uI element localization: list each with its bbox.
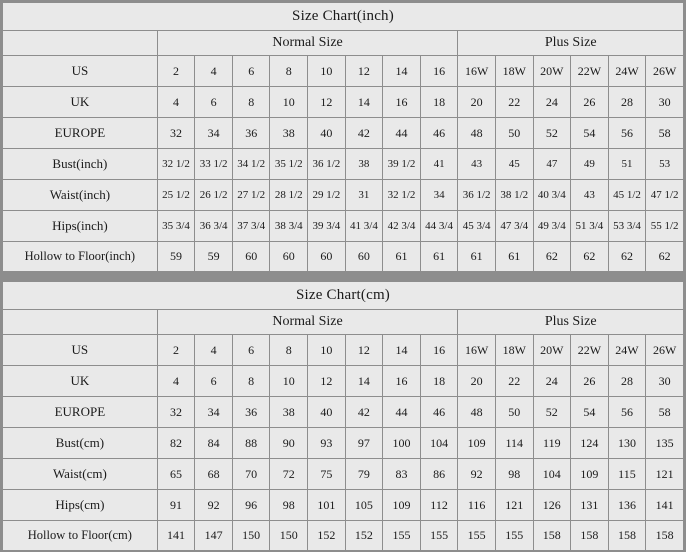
group-header-normal: Normal Size <box>157 310 458 335</box>
table-row <box>3 459 684 490</box>
cell: 38 <box>270 118 308 149</box>
cell: 39 1/2 <box>383 149 421 180</box>
row-label-us: US <box>3 56 158 87</box>
table-row <box>3 490 684 521</box>
cell: 40 <box>308 118 346 149</box>
cell: 12 <box>308 87 346 118</box>
cell: 47 3/4 <box>495 211 533 242</box>
cell: 8 <box>232 87 270 118</box>
cell: 14 <box>345 87 383 118</box>
table-row <box>3 335 684 366</box>
cell: 45 3/4 <box>458 211 496 242</box>
cell: 155 <box>383 521 421 551</box>
cell: 12 <box>345 335 383 366</box>
cell: 20W <box>533 56 571 87</box>
cell: 28 <box>608 87 646 118</box>
cell: 130 <box>608 428 646 459</box>
cell: 16 <box>383 87 421 118</box>
cell: 96 <box>232 490 270 521</box>
cell: 36 1/2 <box>458 180 496 211</box>
cell: 4 <box>157 87 195 118</box>
cell: 6 <box>195 366 233 397</box>
cell: 100 <box>383 428 421 459</box>
cell: 47 <box>533 149 571 180</box>
cell: 150 <box>270 521 308 551</box>
cell: 48 <box>458 118 496 149</box>
cell: 52 <box>533 118 571 149</box>
cell: 16 <box>383 366 421 397</box>
cell: 126 <box>533 490 571 521</box>
cell: 42 <box>345 118 383 149</box>
cell: 92 <box>458 459 496 490</box>
cell: 59 <box>195 242 233 272</box>
chart-title: Size Chart(inch) <box>3 3 684 31</box>
cell: 38 3/4 <box>270 211 308 242</box>
cell: 104 <box>533 459 571 490</box>
row-label-hollow-to-floor: Hollow to Floor(cm) <box>3 521 158 551</box>
cell: 62 <box>533 242 571 272</box>
table-row <box>3 428 684 459</box>
cell: 14 <box>383 335 421 366</box>
cell: 61 <box>420 242 458 272</box>
cell: 101 <box>308 490 346 521</box>
cell: 6 <box>195 87 233 118</box>
cell: 109 <box>383 490 421 521</box>
cell: 82 <box>157 428 195 459</box>
cell: 36 3/4 <box>195 211 233 242</box>
cell: 39 3/4 <box>308 211 346 242</box>
cell: 109 <box>458 428 496 459</box>
cell: 18 <box>420 366 458 397</box>
cell: 36 <box>232 118 270 149</box>
cell: 48 <box>458 397 496 428</box>
cell: 49 3/4 <box>533 211 571 242</box>
size-chart-inch <box>1 1 685 273</box>
cell: 54 <box>571 397 609 428</box>
cell: 16W <box>458 335 496 366</box>
cell: 10 <box>270 366 308 397</box>
row-label-waist: Waist(inch) <box>3 180 158 211</box>
cell: 16 <box>420 335 458 366</box>
cell: 59 <box>157 242 195 272</box>
table-row <box>3 149 684 180</box>
cell: 115 <box>608 459 646 490</box>
cell: 104 <box>420 428 458 459</box>
cell: 24W <box>608 56 646 87</box>
cell: 24W <box>608 335 646 366</box>
table-group-row <box>3 31 684 56</box>
cell: 155 <box>495 521 533 551</box>
cell: 8 <box>270 56 308 87</box>
cell: 24 <box>533 87 571 118</box>
table-row <box>3 366 684 397</box>
cell: 88 <box>232 428 270 459</box>
cell: 54 <box>571 118 609 149</box>
cell: 25 1/2 <box>157 180 195 211</box>
cell: 97 <box>345 428 383 459</box>
table-row <box>3 87 684 118</box>
size-table-inch <box>2 2 684 272</box>
cell: 43 <box>571 180 609 211</box>
cell: 16 <box>420 56 458 87</box>
cell: 65 <box>157 459 195 490</box>
cell: 62 <box>608 242 646 272</box>
cell: 49 <box>571 149 609 180</box>
cell: 131 <box>571 490 609 521</box>
cell: 60 <box>270 242 308 272</box>
group-header-normal: Normal Size <box>157 31 458 56</box>
cell: 31 <box>345 180 383 211</box>
cell: 22W <box>571 56 609 87</box>
cell: 158 <box>608 521 646 551</box>
cell: 22 <box>495 366 533 397</box>
cell: 28 1/2 <box>270 180 308 211</box>
group-header-plus: Plus Size <box>458 310 684 335</box>
cell: 135 <box>646 428 684 459</box>
cell: 33 1/2 <box>195 149 233 180</box>
cell: 50 <box>495 118 533 149</box>
cell: 158 <box>533 521 571 551</box>
cell: 14 <box>383 56 421 87</box>
cell: 18 <box>420 87 458 118</box>
cell: 51 <box>608 149 646 180</box>
group-header-plus: Plus Size <box>458 31 684 56</box>
cell: 32 1/2 <box>157 149 195 180</box>
cell: 30 <box>646 87 684 118</box>
cell: 61 <box>458 242 496 272</box>
cell: 152 <box>345 521 383 551</box>
table-row <box>3 118 684 149</box>
cell: 32 <box>157 397 195 428</box>
cell: 8 <box>270 335 308 366</box>
cell: 141 <box>157 521 195 551</box>
table-title-row <box>3 3 684 31</box>
row-label-hips: Hips(inch) <box>3 211 158 242</box>
table-row <box>3 56 684 87</box>
cell: 32 1/2 <box>383 180 421 211</box>
cell: 136 <box>608 490 646 521</box>
row-label-bust: Bust(inch) <box>3 149 158 180</box>
cell: 34 <box>420 180 458 211</box>
cell: 158 <box>646 521 684 551</box>
cell: 60 <box>345 242 383 272</box>
cell: 147 <box>195 521 233 551</box>
cell: 84 <box>195 428 233 459</box>
table-row <box>3 397 684 428</box>
cell: 56 <box>608 118 646 149</box>
cell: 8 <box>232 366 270 397</box>
cell: 18W <box>495 335 533 366</box>
cell: 98 <box>495 459 533 490</box>
cell: 58 <box>646 397 684 428</box>
cell: 32 <box>157 118 195 149</box>
cell: 141 <box>646 490 684 521</box>
cell: 10 <box>308 56 346 87</box>
cell: 91 <box>157 490 195 521</box>
cell: 68 <box>195 459 233 490</box>
cell: 4 <box>195 56 233 87</box>
cell: 2 <box>157 335 195 366</box>
cell: 53 <box>646 149 684 180</box>
cell: 46 <box>420 397 458 428</box>
cell: 44 3/4 <box>420 211 458 242</box>
cell: 98 <box>270 490 308 521</box>
cell: 2 <box>157 56 195 87</box>
cell: 90 <box>270 428 308 459</box>
cell: 35 3/4 <box>157 211 195 242</box>
cell: 10 <box>308 335 346 366</box>
cell: 16W <box>458 56 496 87</box>
cell: 12 <box>345 56 383 87</box>
cell: 34 1/2 <box>232 149 270 180</box>
cell: 114 <box>495 428 533 459</box>
cell: 4 <box>157 366 195 397</box>
cell: 56 <box>608 397 646 428</box>
cell: 26 <box>571 366 609 397</box>
cell: 44 <box>383 397 421 428</box>
cell: 124 <box>571 428 609 459</box>
cell: 92 <box>195 490 233 521</box>
cell: 29 1/2 <box>308 180 346 211</box>
row-label-europe: EUROPE <box>3 118 158 149</box>
cell: 61 <box>495 242 533 272</box>
table-row <box>3 180 684 211</box>
cell: 20 <box>458 366 496 397</box>
cell: 62 <box>646 242 684 272</box>
cell: 22W <box>571 335 609 366</box>
cell: 35 1/2 <box>270 149 308 180</box>
table-row <box>3 242 684 272</box>
cell: 61 <box>383 242 421 272</box>
cell: 121 <box>646 459 684 490</box>
row-label-waist: Waist(cm) <box>3 459 158 490</box>
cell: 42 <box>345 397 383 428</box>
cell: 119 <box>533 428 571 459</box>
cell: 158 <box>571 521 609 551</box>
table-row <box>3 211 684 242</box>
cell: 6 <box>232 56 270 87</box>
cell: 44 <box>383 118 421 149</box>
cell: 62 <box>571 242 609 272</box>
cell: 26W <box>646 335 684 366</box>
cell: 14 <box>345 366 383 397</box>
cell: 50 <box>495 397 533 428</box>
cell: 36 1/2 <box>308 149 346 180</box>
row-label-us: US <box>3 335 158 366</box>
cell: 121 <box>495 490 533 521</box>
cell: 24 <box>533 366 571 397</box>
table-title-row <box>3 282 684 310</box>
cell: 37 3/4 <box>232 211 270 242</box>
cell: 155 <box>420 521 458 551</box>
cell: 26 <box>571 87 609 118</box>
corner-cell <box>3 310 158 335</box>
cell: 18W <box>495 56 533 87</box>
cell: 20W <box>533 335 571 366</box>
cell: 27 1/2 <box>232 180 270 211</box>
cell: 86 <box>420 459 458 490</box>
cell: 41 <box>420 149 458 180</box>
cell: 4 <box>195 335 233 366</box>
cell: 46 <box>420 118 458 149</box>
size-chart-cm <box>1 280 685 552</box>
cell: 109 <box>571 459 609 490</box>
cell: 43 <box>458 149 496 180</box>
cell: 47 1/2 <box>646 180 684 211</box>
cell: 38 <box>345 149 383 180</box>
cell: 40 <box>308 397 346 428</box>
cell: 45 1/2 <box>608 180 646 211</box>
cell: 53 3/4 <box>608 211 646 242</box>
cell: 70 <box>232 459 270 490</box>
cell: 51 3/4 <box>571 211 609 242</box>
cell: 40 3/4 <box>533 180 571 211</box>
cell: 60 <box>232 242 270 272</box>
cell: 26W <box>646 56 684 87</box>
cell: 83 <box>383 459 421 490</box>
cell: 30 <box>646 366 684 397</box>
cell: 20 <box>458 87 496 118</box>
table-group-row <box>3 310 684 335</box>
cell: 105 <box>345 490 383 521</box>
row-label-hips: Hips(cm) <box>3 490 158 521</box>
cell: 28 <box>608 366 646 397</box>
cell: 36 <box>232 397 270 428</box>
cell: 38 <box>270 397 308 428</box>
cell: 42 3/4 <box>383 211 421 242</box>
cell: 10 <box>270 87 308 118</box>
row-label-europe: EUROPE <box>3 397 158 428</box>
cell: 75 <box>308 459 346 490</box>
row-label-uk: UK <box>3 87 158 118</box>
cell: 34 <box>195 397 233 428</box>
cell: 6 <box>232 335 270 366</box>
row-label-bust: Bust(cm) <box>3 428 158 459</box>
cell: 79 <box>345 459 383 490</box>
cell: 116 <box>458 490 496 521</box>
cell: 60 <box>308 242 346 272</box>
corner-cell <box>3 31 158 56</box>
cell: 12 <box>308 366 346 397</box>
cell: 22 <box>495 87 533 118</box>
cell: 93 <box>308 428 346 459</box>
table-row <box>3 521 684 551</box>
row-label-uk: UK <box>3 366 158 397</box>
cell: 152 <box>308 521 346 551</box>
cell: 45 <box>495 149 533 180</box>
size-table-cm <box>2 281 684 551</box>
cell: 72 <box>270 459 308 490</box>
cell: 155 <box>458 521 496 551</box>
row-label-hollow-to-floor: Hollow to Floor(inch) <box>3 242 158 272</box>
cell: 41 3/4 <box>345 211 383 242</box>
cell: 34 <box>195 118 233 149</box>
cell: 58 <box>646 118 684 149</box>
cell: 150 <box>232 521 270 551</box>
chart-title: Size Chart(cm) <box>3 282 684 310</box>
cell: 55 1/2 <box>646 211 684 242</box>
cell: 52 <box>533 397 571 428</box>
cell: 112 <box>420 490 458 521</box>
cell: 38 1/2 <box>495 180 533 211</box>
cell: 26 1/2 <box>195 180 233 211</box>
